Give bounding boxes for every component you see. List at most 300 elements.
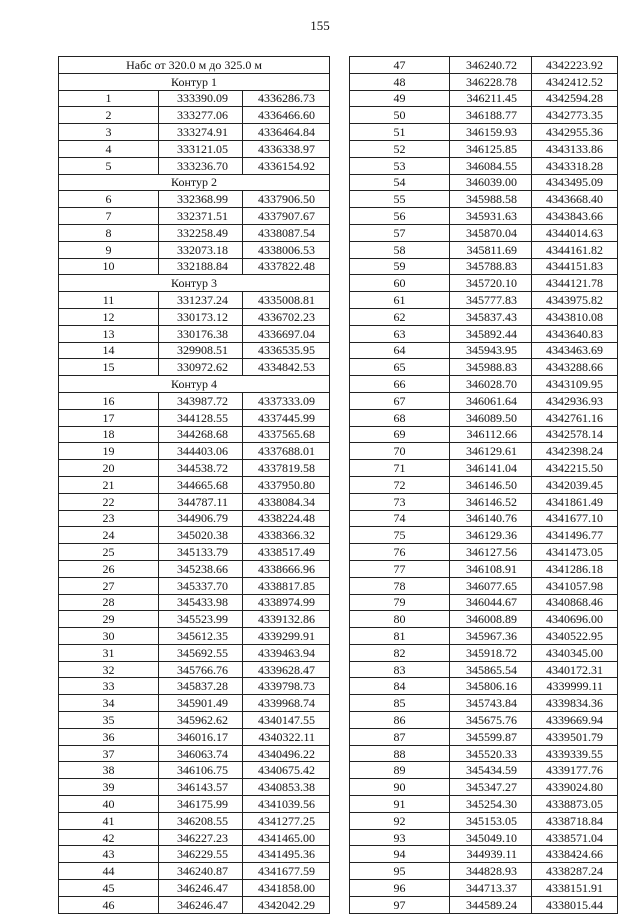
x-coordinate-cell: 346028.70	[450, 376, 532, 393]
point-number-cell: 62	[350, 308, 450, 325]
y-coordinate-cell: 4338817.85	[243, 577, 330, 594]
point-number-cell: 8	[59, 224, 159, 241]
x-coordinate-cell: 346141.04	[450, 460, 532, 477]
table-row	[59, 292, 330, 309]
x-coordinate-cell: 345599.87	[450, 728, 532, 745]
point-number-cell: 53	[350, 157, 450, 174]
point-number-cell: 70	[350, 443, 450, 460]
section-header-row	[59, 275, 330, 292]
point-number-cell: 67	[350, 392, 450, 409]
x-coordinate-cell: 345238.66	[159, 560, 243, 577]
y-coordinate-cell: 4341677.10	[532, 510, 618, 527]
point-number-cell: 39	[59, 779, 159, 796]
x-coordinate-cell: 344403.06	[159, 443, 243, 460]
point-number-cell: 50	[350, 107, 450, 124]
table-row	[350, 896, 618, 913]
x-coordinate-cell: 332073.18	[159, 241, 243, 258]
x-coordinate-cell: 345837.43	[450, 308, 532, 325]
table-row	[350, 544, 618, 561]
x-coordinate-cell: 346140.76	[450, 510, 532, 527]
x-coordinate-cell: 345967.36	[450, 628, 532, 645]
table-row	[350, 191, 618, 208]
x-coordinate-cell: 332368.99	[159, 191, 243, 208]
point-number-cell: 93	[350, 829, 450, 846]
contour-title: Контур 2	[59, 174, 330, 191]
y-coordinate-cell: 4340522.95	[532, 628, 618, 645]
table-row	[350, 224, 618, 241]
x-coordinate-cell: 346044.67	[450, 594, 532, 611]
table-row	[350, 241, 618, 258]
y-coordinate-cell: 4342594.28	[532, 90, 618, 107]
table-row	[59, 426, 330, 443]
x-coordinate-cell: 344665.68	[159, 476, 243, 493]
point-number-cell: 86	[350, 712, 450, 729]
table-row	[350, 124, 618, 141]
table-row	[59, 342, 330, 359]
y-coordinate-cell: 4337907.67	[243, 208, 330, 225]
table-row	[59, 359, 330, 376]
x-coordinate-cell: 345523.99	[159, 611, 243, 628]
table-row	[59, 712, 330, 729]
point-number-cell: 9	[59, 241, 159, 258]
table-row	[350, 611, 618, 628]
point-number-cell: 38	[59, 762, 159, 779]
y-coordinate-cell: 4339501.79	[532, 728, 618, 745]
contour-title: Контур 1	[59, 73, 330, 90]
table-row	[350, 728, 618, 745]
point-number-cell: 11	[59, 292, 159, 309]
table-row	[350, 292, 618, 309]
point-number-cell: 51	[350, 124, 450, 141]
contour-title: Контур 3	[59, 275, 330, 292]
table-row	[350, 628, 618, 645]
y-coordinate-cell: 4336702.23	[243, 308, 330, 325]
table-row	[59, 308, 330, 325]
x-coordinate-cell: 346108.91	[450, 560, 532, 577]
point-number-cell: 52	[350, 140, 450, 157]
table-row	[59, 157, 330, 174]
point-number-cell: 33	[59, 678, 159, 695]
y-coordinate-cell: 4336466.60	[243, 107, 330, 124]
point-number-cell: 21	[59, 476, 159, 493]
table-row	[59, 644, 330, 661]
point-number-cell: 59	[350, 258, 450, 275]
point-number-cell: 89	[350, 762, 450, 779]
x-coordinate-cell: 344713.37	[450, 880, 532, 897]
point-number-cell: 32	[59, 661, 159, 678]
point-number-cell: 54	[350, 174, 450, 191]
y-coordinate-cell: 4342039.45	[532, 476, 618, 493]
table-row	[59, 796, 330, 813]
table-row	[350, 443, 618, 460]
y-coordinate-cell: 4336697.04	[243, 325, 330, 342]
x-coordinate-cell: 332258.49	[159, 224, 243, 241]
point-number-cell: 47	[350, 57, 450, 74]
point-number-cell: 90	[350, 779, 450, 796]
point-number-cell: 65	[350, 359, 450, 376]
point-number-cell: 31	[59, 644, 159, 661]
table-header-row	[59, 57, 330, 74]
table-row	[59, 460, 330, 477]
point-number-cell: 1	[59, 90, 159, 107]
table-row	[59, 896, 330, 913]
y-coordinate-cell: 4343318.28	[532, 157, 618, 174]
x-coordinate-cell: 345988.83	[450, 359, 532, 376]
y-coordinate-cell: 4344151.83	[532, 258, 618, 275]
table-row	[59, 544, 330, 561]
table-row	[59, 728, 330, 745]
point-number-cell: 56	[350, 208, 450, 225]
y-coordinate-cell: 4341057.98	[532, 577, 618, 594]
table-row	[350, 745, 618, 762]
x-coordinate-cell: 346077.65	[450, 577, 532, 594]
x-coordinate-cell: 332188.84	[159, 258, 243, 275]
table-row	[59, 409, 330, 426]
table-row	[350, 325, 618, 342]
point-number-cell: 95	[350, 863, 450, 880]
y-coordinate-cell: 4336535.95	[243, 342, 330, 359]
y-coordinate-cell: 4337333.09	[243, 392, 330, 409]
point-number-cell: 81	[350, 628, 450, 645]
point-number-cell: 73	[350, 493, 450, 510]
x-coordinate-cell: 344538.72	[159, 460, 243, 477]
y-coordinate-cell: 4339669.94	[532, 712, 618, 729]
x-coordinate-cell: 345337.70	[159, 577, 243, 594]
point-number-cell: 49	[350, 90, 450, 107]
y-coordinate-cell: 4339299.91	[243, 628, 330, 645]
x-coordinate-cell: 346008.89	[450, 611, 532, 628]
point-number-cell: 42	[59, 829, 159, 846]
x-coordinate-cell: 346188.77	[450, 107, 532, 124]
x-coordinate-cell: 345520.33	[450, 745, 532, 762]
table-row	[350, 392, 618, 409]
x-coordinate-cell: 346127.56	[450, 544, 532, 561]
contour-title: Контур 4	[59, 376, 330, 393]
y-coordinate-cell: 4340696.00	[532, 611, 618, 628]
point-number-cell: 27	[59, 577, 159, 594]
point-number-cell: 48	[350, 73, 450, 90]
x-coordinate-cell: 345743.84	[450, 695, 532, 712]
x-coordinate-cell: 345612.35	[159, 628, 243, 645]
y-coordinate-cell: 4339132.86	[243, 611, 330, 628]
table-row	[350, 796, 618, 813]
y-coordinate-cell: 4341277.25	[243, 812, 330, 829]
table-row	[59, 443, 330, 460]
x-coordinate-cell: 345870.04	[450, 224, 532, 241]
y-coordinate-cell: 4338873.05	[532, 796, 618, 813]
x-coordinate-cell: 346089.50	[450, 409, 532, 426]
table-row	[59, 779, 330, 796]
point-number-cell: 94	[350, 846, 450, 863]
point-number-cell: 64	[350, 342, 450, 359]
point-number-cell: 7	[59, 208, 159, 225]
y-coordinate-cell: 4340345.00	[532, 644, 618, 661]
table-row	[350, 695, 618, 712]
table-row	[59, 880, 330, 897]
y-coordinate-cell: 4341496.77	[532, 527, 618, 544]
table-row	[350, 376, 618, 393]
x-coordinate-cell: 346063.74	[159, 745, 243, 762]
table-row	[350, 157, 618, 174]
y-coordinate-cell: 4337819.58	[243, 460, 330, 477]
y-coordinate-cell: 4342042.29	[243, 896, 330, 913]
x-coordinate-cell: 331237.24	[159, 292, 243, 309]
table-row	[59, 124, 330, 141]
point-number-cell: 29	[59, 611, 159, 628]
x-coordinate-cell: 346061.64	[450, 392, 532, 409]
y-coordinate-cell: 4339798.73	[243, 678, 330, 695]
point-number-cell: 2	[59, 107, 159, 124]
y-coordinate-cell: 4339999.11	[532, 678, 618, 695]
point-number-cell: 12	[59, 308, 159, 325]
x-coordinate-cell: 346229.55	[159, 846, 243, 863]
table-row	[350, 275, 618, 292]
section-header-row	[59, 73, 330, 90]
x-coordinate-cell: 345901.49	[159, 695, 243, 712]
y-coordinate-cell: 4343109.95	[532, 376, 618, 393]
y-coordinate-cell: 4343810.08	[532, 308, 618, 325]
section-header-row	[59, 376, 330, 393]
point-number-cell: 68	[350, 409, 450, 426]
y-coordinate-cell: 4338424.66	[532, 846, 618, 863]
table-row	[350, 107, 618, 124]
x-coordinate-cell: 345133.79	[159, 544, 243, 561]
x-coordinate-cell: 346228.78	[450, 73, 532, 90]
point-number-cell: 18	[59, 426, 159, 443]
point-number-cell: 72	[350, 476, 450, 493]
table-row	[350, 846, 618, 863]
x-coordinate-cell: 345020.38	[159, 527, 243, 544]
point-number-cell: 46	[59, 896, 159, 913]
y-coordinate-cell: 4337688.01	[243, 443, 330, 460]
table-row	[350, 493, 618, 510]
point-number-cell: 77	[350, 560, 450, 577]
y-coordinate-cell: 4337445.99	[243, 409, 330, 426]
point-number-cell: 35	[59, 712, 159, 729]
table-row	[350, 779, 618, 796]
y-coordinate-cell: 4342936.93	[532, 392, 618, 409]
x-coordinate-cell: 345254.30	[450, 796, 532, 813]
y-coordinate-cell: 4338151.91	[532, 880, 618, 897]
x-coordinate-cell: 345777.83	[450, 292, 532, 309]
x-coordinate-cell: 345434.59	[450, 762, 532, 779]
y-coordinate-cell: 4338718.84	[532, 812, 618, 829]
point-number-cell: 30	[59, 628, 159, 645]
x-coordinate-cell: 333277.06	[159, 107, 243, 124]
x-coordinate-cell: 345692.55	[159, 644, 243, 661]
point-number-cell: 83	[350, 661, 450, 678]
table-row	[59, 258, 330, 275]
table-row	[350, 812, 618, 829]
x-coordinate-cell: 345931.63	[450, 208, 532, 225]
y-coordinate-cell: 4341858.00	[243, 880, 330, 897]
y-coordinate-cell: 4340496.22	[243, 745, 330, 762]
y-coordinate-cell: 4338015.44	[532, 896, 618, 913]
point-number-cell: 74	[350, 510, 450, 527]
x-coordinate-cell: 333121.05	[159, 140, 243, 157]
point-number-cell: 80	[350, 611, 450, 628]
table-row	[59, 678, 330, 695]
x-coordinate-cell: 333236.70	[159, 157, 243, 174]
table-row	[59, 140, 330, 157]
point-number-cell: 3	[59, 124, 159, 141]
x-coordinate-cell: 346240.87	[159, 863, 243, 880]
table-row	[350, 594, 618, 611]
x-coordinate-cell: 346240.72	[450, 57, 532, 74]
y-coordinate-cell: 4342398.24	[532, 443, 618, 460]
x-coordinate-cell: 346146.50	[450, 476, 532, 493]
x-coordinate-cell: 346106.75	[159, 762, 243, 779]
table-row	[350, 308, 618, 325]
point-number-cell: 6	[59, 191, 159, 208]
table-row	[59, 493, 330, 510]
x-coordinate-cell: 344906.79	[159, 510, 243, 527]
y-coordinate-cell: 4344161.82	[532, 241, 618, 258]
x-coordinate-cell: 346211.45	[450, 90, 532, 107]
x-coordinate-cell: 345943.95	[450, 342, 532, 359]
y-coordinate-cell: 4340868.46	[532, 594, 618, 611]
x-coordinate-cell: 345837.28	[159, 678, 243, 695]
table-row	[59, 241, 330, 258]
x-coordinate-cell: 346125.85	[450, 140, 532, 157]
point-number-cell: 13	[59, 325, 159, 342]
table-row	[350, 577, 618, 594]
table-row	[350, 57, 618, 74]
x-coordinate-cell: 346227.23	[159, 829, 243, 846]
y-coordinate-cell: 4343843.66	[532, 208, 618, 225]
table-row	[59, 325, 330, 342]
table-row	[59, 628, 330, 645]
table-row	[350, 73, 618, 90]
table-row	[59, 392, 330, 409]
table-row	[350, 661, 618, 678]
table-row	[350, 258, 618, 275]
table-row	[350, 208, 618, 225]
table-row	[59, 829, 330, 846]
y-coordinate-cell: 4343463.69	[532, 342, 618, 359]
point-number-cell: 78	[350, 577, 450, 594]
y-coordinate-cell: 4337565.68	[243, 426, 330, 443]
y-coordinate-cell: 4343640.83	[532, 325, 618, 342]
y-coordinate-cell: 4343495.09	[532, 174, 618, 191]
x-coordinate-cell: 345720.10	[450, 275, 532, 292]
point-number-cell: 23	[59, 510, 159, 527]
y-coordinate-cell: 4338517.49	[243, 544, 330, 561]
table-row	[350, 426, 618, 443]
y-coordinate-cell: 4341039.56	[243, 796, 330, 813]
table-row	[350, 527, 618, 544]
y-coordinate-cell: 4340147.55	[243, 712, 330, 729]
table-row	[59, 594, 330, 611]
point-number-cell: 43	[59, 846, 159, 863]
point-number-cell: 82	[350, 644, 450, 661]
y-coordinate-cell: 4344014.63	[532, 224, 618, 241]
point-number-cell: 26	[59, 560, 159, 577]
x-coordinate-cell: 345988.58	[450, 191, 532, 208]
point-number-cell: 79	[350, 594, 450, 611]
point-number-cell: 36	[59, 728, 159, 745]
x-coordinate-cell: 346084.55	[450, 157, 532, 174]
point-number-cell: 85	[350, 695, 450, 712]
point-number-cell: 20	[59, 460, 159, 477]
x-coordinate-cell: 345806.16	[450, 678, 532, 695]
table-row	[350, 712, 618, 729]
table-row	[350, 342, 618, 359]
table-row	[59, 577, 330, 594]
table-row	[59, 661, 330, 678]
point-number-cell: 63	[350, 325, 450, 342]
table-row	[350, 678, 618, 695]
x-coordinate-cell: 346129.36	[450, 527, 532, 544]
x-coordinate-cell: 345433.98	[159, 594, 243, 611]
point-number-cell: 76	[350, 544, 450, 561]
table-row	[59, 527, 330, 544]
table-row	[59, 107, 330, 124]
y-coordinate-cell: 4339628.47	[243, 661, 330, 678]
table-row	[59, 762, 330, 779]
x-coordinate-cell: 332371.51	[159, 208, 243, 225]
y-coordinate-cell: 4344121.78	[532, 275, 618, 292]
x-coordinate-cell: 345865.54	[450, 661, 532, 678]
page-number: 155	[310, 18, 330, 33]
point-number-cell: 40	[59, 796, 159, 813]
table-row	[350, 510, 618, 527]
y-coordinate-cell: 4336286.73	[243, 90, 330, 107]
point-number-cell: 91	[350, 796, 450, 813]
x-coordinate-cell: 346146.52	[450, 493, 532, 510]
point-number-cell: 14	[59, 342, 159, 359]
point-number-cell: 71	[350, 460, 450, 477]
y-coordinate-cell: 4341465.00	[243, 829, 330, 846]
y-coordinate-cell: 4341495.36	[243, 846, 330, 863]
y-coordinate-cell: 4339463.94	[243, 644, 330, 661]
y-coordinate-cell: 4343975.82	[532, 292, 618, 309]
y-coordinate-cell: 4340675.42	[243, 762, 330, 779]
point-number-cell: 5	[59, 157, 159, 174]
x-coordinate-cell: 333390.09	[159, 90, 243, 107]
table-row	[350, 560, 618, 577]
x-coordinate-cell: 346246.47	[159, 896, 243, 913]
table-row	[350, 644, 618, 661]
table-row	[350, 359, 618, 376]
y-coordinate-cell: 4337906.50	[243, 191, 330, 208]
point-number-cell: 25	[59, 544, 159, 561]
table-row	[59, 863, 330, 880]
y-coordinate-cell: 4338224.48	[243, 510, 330, 527]
point-number-cell: 60	[350, 275, 450, 292]
x-coordinate-cell: 344828.93	[450, 863, 532, 880]
point-number-cell: 45	[59, 880, 159, 897]
table-row	[350, 174, 618, 191]
table-row	[350, 90, 618, 107]
y-coordinate-cell: 4339177.76	[532, 762, 618, 779]
x-coordinate-cell: 330972.62	[159, 359, 243, 376]
x-coordinate-cell: 346246.47	[159, 880, 243, 897]
table-row	[350, 409, 618, 426]
x-coordinate-cell: 344939.11	[450, 846, 532, 863]
table-row	[59, 90, 330, 107]
x-coordinate-cell: 345811.69	[450, 241, 532, 258]
table-row	[59, 846, 330, 863]
table-row	[59, 224, 330, 241]
y-coordinate-cell: 4336338.97	[243, 140, 330, 157]
x-coordinate-cell: 346159.93	[450, 124, 532, 141]
y-coordinate-cell: 4341861.49	[532, 493, 618, 510]
y-coordinate-cell: 4335008.81	[243, 292, 330, 309]
table-row	[350, 140, 618, 157]
point-number-cell: 66	[350, 376, 450, 393]
y-coordinate-cell: 4342773.35	[532, 107, 618, 124]
